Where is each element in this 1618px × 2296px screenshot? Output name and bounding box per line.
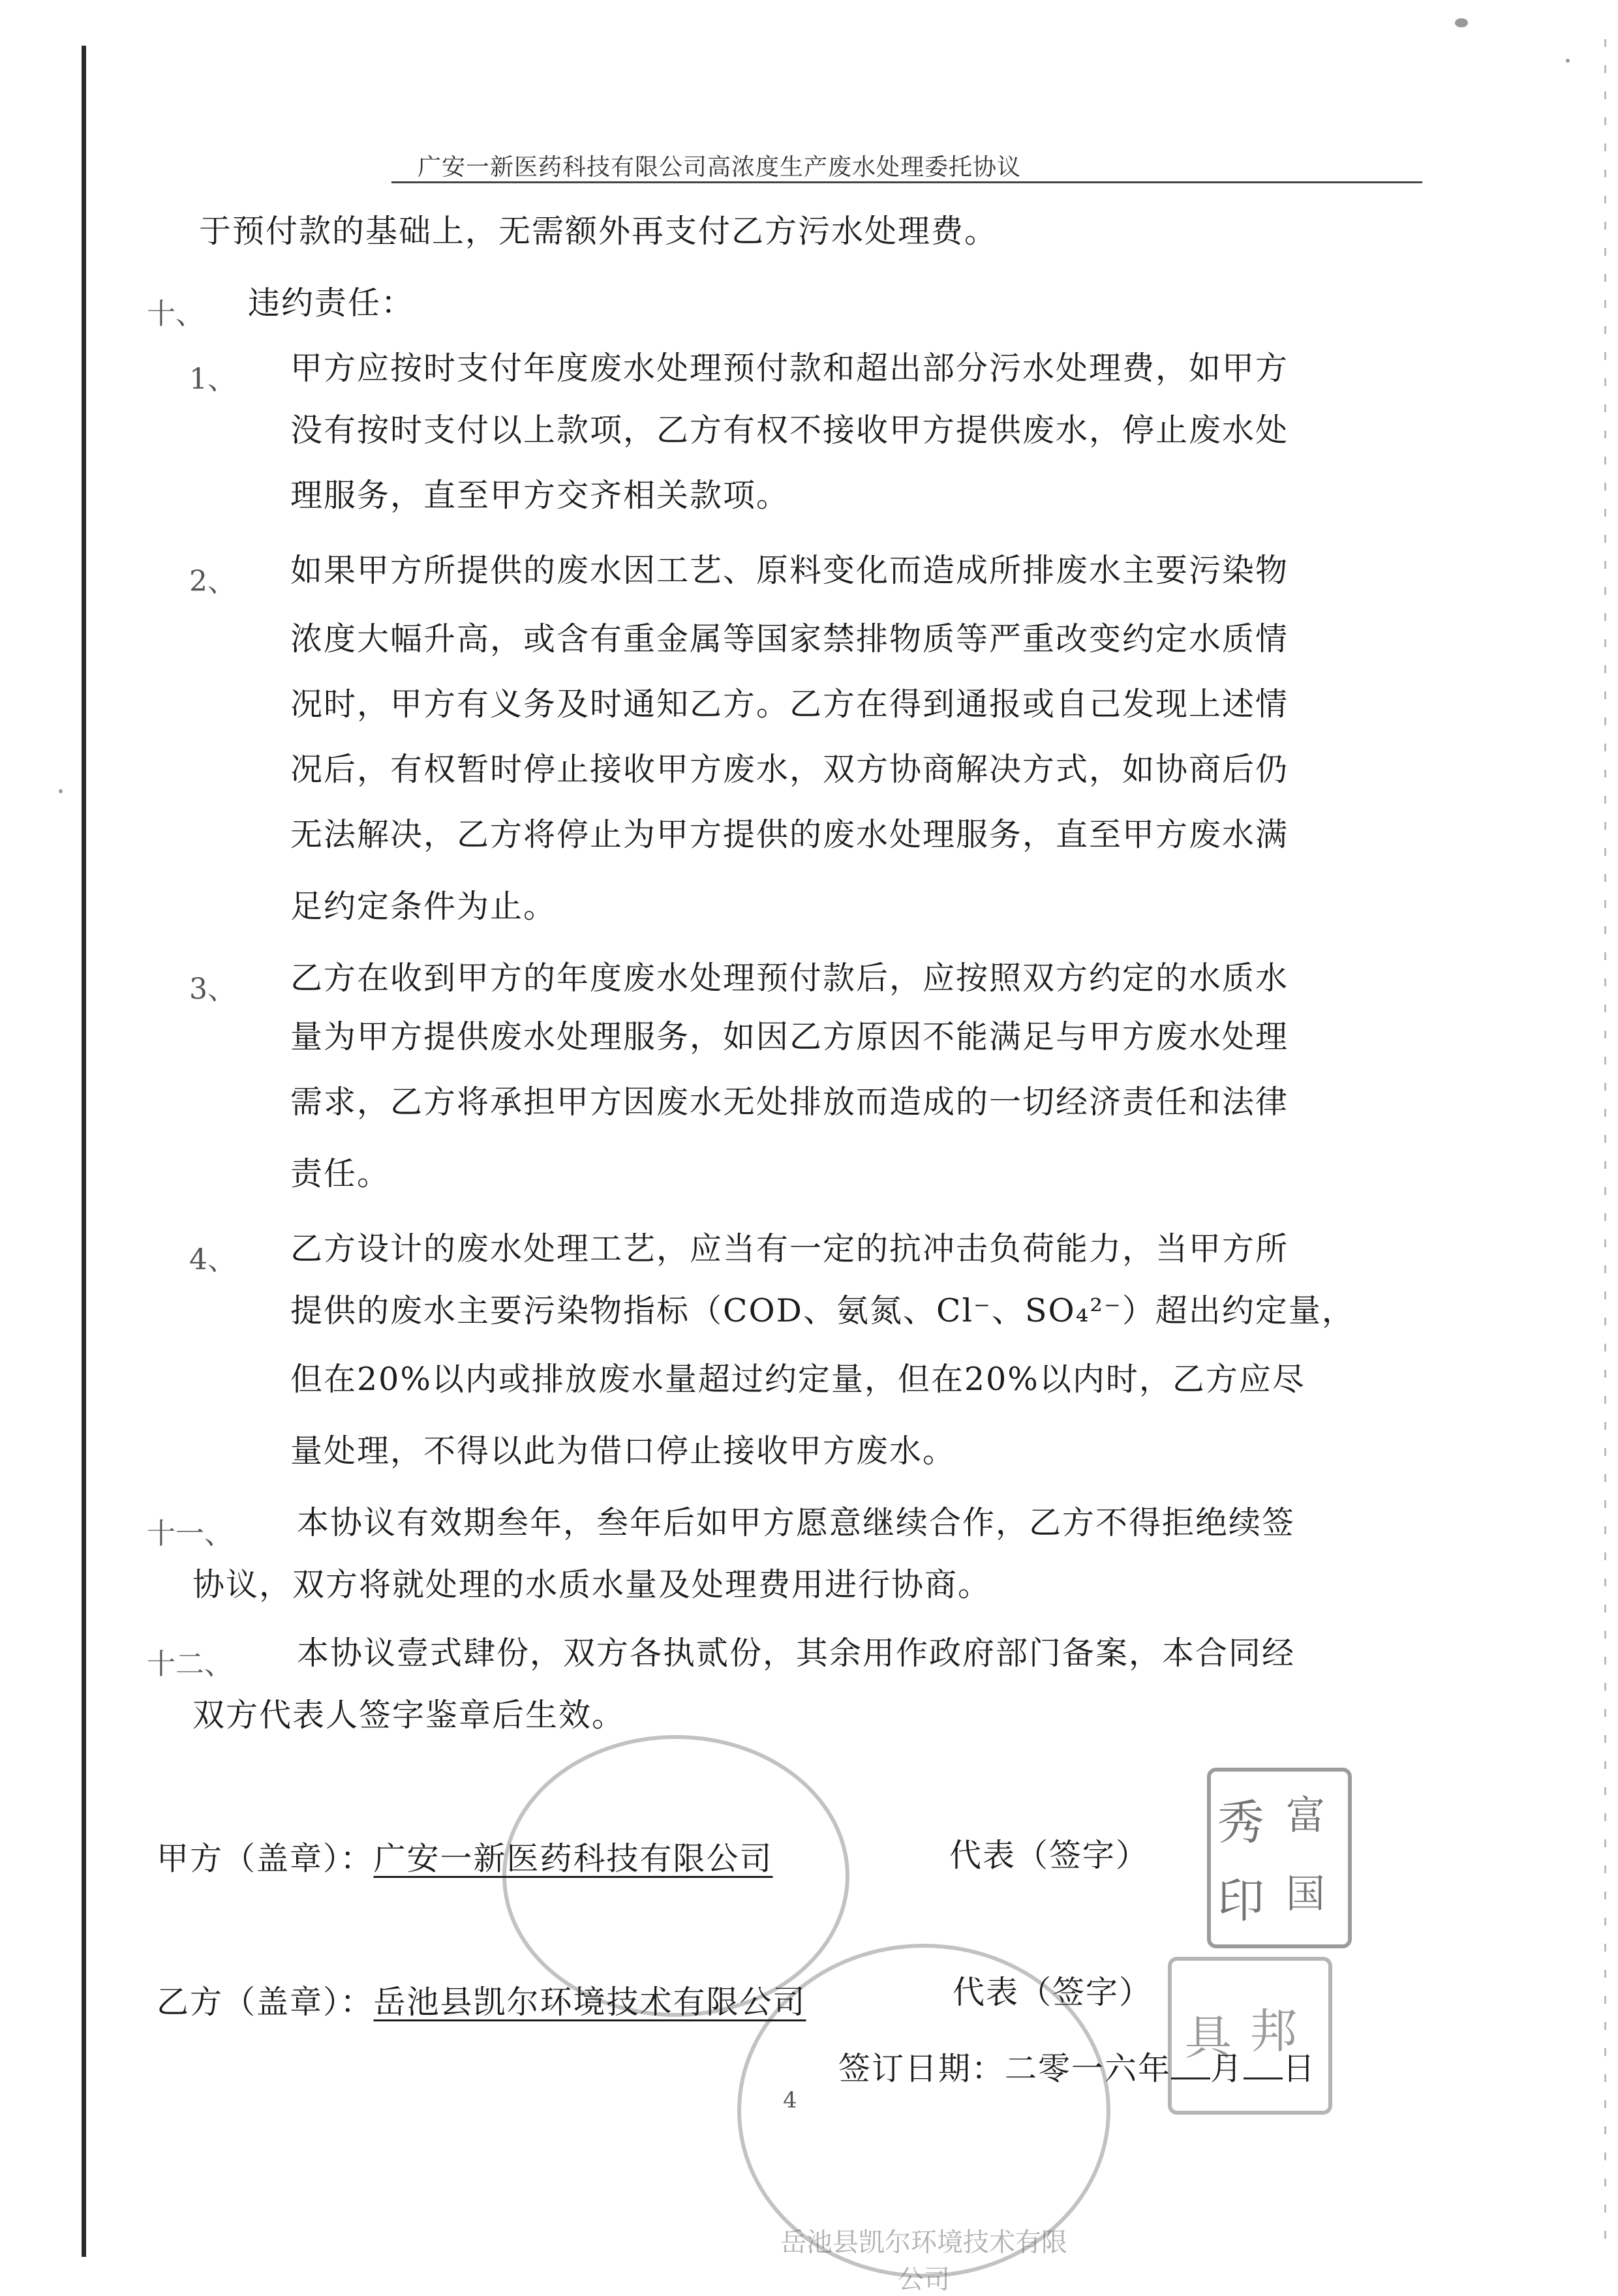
date-day: 日 (1283, 2050, 1317, 2087)
item-line: 需求，乙方将承担甲方因废水无处排放而造成的一切经济责任和法律 (290, 1083, 1289, 1121)
day-blank (1244, 2051, 1283, 2079)
item-number: 3、 (189, 973, 236, 1006)
date-month: 月 (1210, 2050, 1244, 2087)
item-line: 但在20%以内或排放废水量超过约定量，但在20%以内时，乙方应尽 (290, 1361, 1305, 1398)
section-number: 十二、 (147, 1648, 233, 1681)
seal-char: 具 (1185, 2010, 1232, 2065)
item-number: 1、 (189, 363, 236, 396)
month-blank (1171, 2051, 1210, 2079)
item-number: 4、 (189, 1243, 236, 1276)
section-line: 本协议有效期叁年，叁年后如甲方愿意继续合作，乙方不得拒绝续签 (297, 1504, 1296, 1541)
date-year: 二零一六年 (1005, 2050, 1172, 2087)
header-rule (391, 181, 1422, 183)
item-line: 乙方在收到甲方的年度废水处理预付款后，应按照双方约定的水质水 (290, 959, 1289, 997)
item-line: 况时，甲方有义务及时通知乙方。乙方在得到通报或自己发现上述情 (290, 686, 1289, 723)
page-number: 4 (783, 2087, 797, 2113)
seal-char: 国 (1286, 1871, 1325, 1917)
item-line: 理服务，直至甲方交齐相关款项。 (290, 477, 790, 514)
item-line: 没有按时支付以上款项，乙方有权不接收甲方提供废水，停止废水处 (290, 412, 1289, 449)
item-line: 量处理，不得以此为借口停止接收甲方废水。 (290, 1432, 956, 1470)
seal-char: 邦 (1250, 2004, 1298, 2059)
party-b-label: 乙方（盖章）： (157, 1984, 374, 2021)
party-a-name: 广安一新医药科技有限公司 (373, 1840, 773, 1877)
party-b-rep-label: 代表（签字） (953, 1974, 1153, 2011)
seal-char: 印 (1217, 1873, 1265, 1928)
item-line: 况后，有权暂时停止接收甲方废水，双方协商解决方式，如协商后仍 (290, 751, 1289, 788)
item-number: 2、 (189, 565, 236, 598)
item-line: 足约定条件为止。 (290, 888, 557, 925)
scan-edge-marks (1604, 39, 1606, 2257)
item-line: 乙方设计的废水处理工艺，应当有一定的抗冲击负荷能力，当甲方所 (290, 1230, 1289, 1267)
personal-seal-b (1168, 1957, 1332, 2115)
item-line: 提供的废水主要污染物指标（COD、氨氮、Cl⁻、SO₄²⁻）超出约定量， (290, 1292, 1355, 1329)
scan-speck (1566, 59, 1570, 63)
date-label: 签订日期： (838, 2050, 1005, 2087)
item-line: 甲方应按时支付年度废水处理预付款和超出部分污水处理费，如甲方 (290, 350, 1289, 387)
binding-line (82, 46, 86, 2257)
stamp-text: 岳池县凯尔环境技术有限公司 (780, 2228, 1067, 2295)
document-header-title: 广安一新医药科技有限公司高浓度生产废水处理委托协议 (418, 154, 1022, 181)
section-number: 十一、 (147, 1517, 233, 1550)
item-line: 浓度大幅升高，或含有重金属等国家禁排物质等严重改变约定水质情 (290, 620, 1289, 657)
section-number: 十、 (147, 297, 204, 331)
section-heading: 违约责任： (248, 284, 415, 322)
section-line: 协议，双方将就处理的水质水量及处理费用进行协商。 (192, 1566, 992, 1603)
item-line: 如果甲方所提供的废水因工艺、原料变化而造成所排废水主要污染物 (290, 552, 1289, 589)
item-line: 量为甲方提供废水处理服务，如因乙方原因不能满足与甲方废水处理 (290, 1018, 1289, 1055)
seal-char: 秀 (1217, 1795, 1265, 1850)
item-line: 责任。 (290, 1155, 391, 1192)
party-a-label: 甲方（盖章）： (157, 1840, 374, 1877)
section-line: 本协议壹式肆份，双方各执贰份，其余用作政府部门备案，本合同经 (297, 1635, 1296, 1672)
continuation-line: 于预付款的基础上，无需额外再支付乙方污水处理费。 (199, 213, 998, 250)
scan-speck (1455, 18, 1468, 27)
item-line: 无法解决，乙方将停止为甲方提供的废水处理服务，直至甲方废水满 (290, 816, 1289, 853)
party-b-name: 岳池县凯尔环境技术有限公司 (373, 1984, 806, 2021)
personal-seal-a (1207, 1768, 1352, 1948)
section-line: 双方代表人签字鉴章后生效。 (192, 1697, 626, 1734)
party-a-rep-label: 代表（签字） (949, 1837, 1150, 1874)
seal-char: 富 (1286, 1793, 1325, 1839)
scan-speck (59, 789, 63, 793)
